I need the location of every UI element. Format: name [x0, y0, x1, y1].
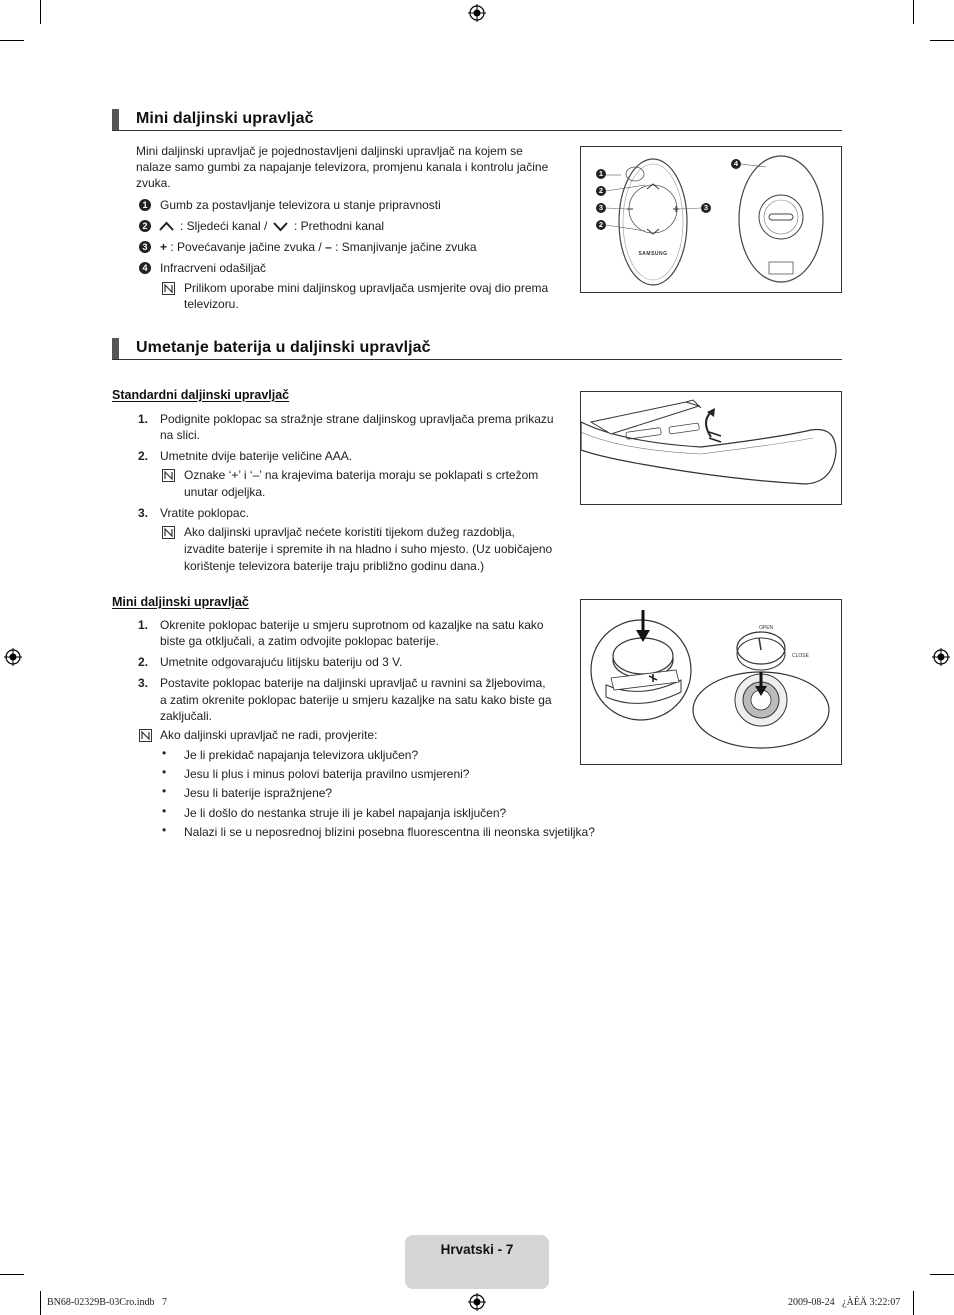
item-next-channel: : Sljedeći kanal /	[180, 219, 268, 233]
note-line: korištenje televizora baterije traju približno godinu dana.)	[184, 559, 485, 573]
item-volume	[160, 239, 477, 256]
brand-logo: SAMSUNG	[638, 251, 668, 257]
heading-rule	[112, 130, 842, 131]
section-title-battery: Umetanje baterija u daljinski upravljač	[136, 339, 431, 356]
registration-mark-icon	[932, 648, 950, 666]
heading-rule	[112, 359, 842, 360]
marker-2: 2	[139, 220, 151, 232]
note-line: Oznake ‘+’ i ‘–’ na krajevima baterija moraju se poklapati s crtežom	[184, 468, 539, 482]
bullet: •	[162, 746, 167, 760]
step-text: Vratite poklopac.	[160, 506, 249, 520]
standard-remote-figure	[580, 391, 842, 505]
note-line: Prilikom uporabe mini daljinskog upravljača usmjerite ovaj dio prema	[184, 281, 549, 295]
note-line: televizoru.	[184, 297, 239, 311]
step-number: 2.	[138, 655, 149, 669]
chevron-up-icon	[159, 221, 174, 232]
step-text: Podignite poklopac sa stražnje strane daljinskog upravljača prema prikazu	[160, 412, 554, 426]
marker-3: 3	[139, 241, 151, 253]
check-item: Jesu li plus i minus polovi baterija pravilno usmjereni?	[184, 767, 470, 781]
subtitle-mini-remote: Mini daljinski upravljač	[112, 595, 249, 609]
intro-line: zvuka.	[136, 176, 171, 190]
note-line: izvadite baterije i spremite ih na hladno i suho mjesto. (Uz uobičajeno	[184, 542, 553, 556]
section-title-mini-remote: Mini daljinski upravljač	[136, 110, 314, 127]
page-number-label: Hrvatski - 7	[440, 1242, 514, 1257]
check-item: Je li došlo do nestanka struje ili je kabel napajanja isključen?	[184, 806, 507, 820]
mini-remote-battery-figure	[580, 599, 842, 765]
plus-symbol: +	[160, 240, 168, 254]
registration-mark-icon	[4, 648, 22, 666]
mini-remote-figure	[580, 146, 842, 293]
step-text: Postavite poklopac baterije na daljinski upravljač u ravnini sa žljebovima,	[160, 676, 546, 690]
crop-mark	[913, 0, 914, 24]
item-prev-channel: : Prethodni kanal	[294, 219, 385, 233]
crop-mark	[0, 1274, 24, 1275]
figure-marker-1: 1	[596, 169, 606, 179]
marker-4: 4	[139, 262, 151, 274]
figure-marker-3: 3	[701, 203, 711, 213]
crop-mark	[913, 1291, 914, 1315]
subtitle-standard-remote: Standardni daljinski upravljač	[112, 388, 290, 402]
print-slug-left: BN68-02329B-03Cro.indb 7	[47, 1297, 167, 1308]
check-item: Nalazi li se u neposrednoj blizini posebna fluorescentna ili neonska svjetiljka?	[184, 825, 595, 839]
intro-line: nalaze samo gumbi za napajanje televizora, promjenu kanala i kontrolu jačine	[136, 160, 549, 174]
note-line: Ako daljinski upravljač nećete koristiti tijekom dužeg razdoblja,	[184, 525, 515, 539]
intro-line: Mini daljinski upravljač je pojednostavljeni daljinski upravljač na kojem se	[136, 144, 523, 158]
step-text: na slici.	[160, 428, 201, 442]
bullet: •	[162, 804, 167, 818]
step-number: 3.	[138, 676, 149, 690]
crop-mark	[930, 1274, 954, 1275]
step-text: zaključali.	[160, 709, 213, 723]
print-slug-right: 2009-08-24 ¿ÀÈÄ 3:22:07	[788, 1297, 901, 1308]
note-icon	[162, 469, 175, 482]
close-label: CLOSE	[792, 653, 809, 659]
crop-mark	[40, 1291, 41, 1315]
crop-mark	[40, 0, 41, 24]
note-icon	[139, 729, 152, 742]
figure-marker-2: 2	[596, 220, 606, 230]
note-line: Ako daljinski upravljač ne radi, provjerite:	[160, 728, 378, 742]
figure-marker-2: 2	[596, 186, 606, 196]
volume-down-text: : Smanjivanje jačine zvuka	[331, 240, 477, 254]
bullet: •	[162, 765, 167, 779]
note-icon	[162, 526, 175, 539]
figure-marker-3: 3	[596, 203, 606, 213]
figure-marker-4: 4	[731, 159, 741, 169]
open-label: OPEN	[759, 625, 774, 631]
bullet: •	[162, 784, 167, 798]
crop-mark	[930, 40, 954, 41]
mini-remote-illustration	[581, 147, 841, 292]
check-item: Jesu li baterije ispražnjene?	[184, 786, 333, 800]
crop-mark	[0, 40, 24, 41]
check-item: Je li prekidač napajanja televizora uključen?	[184, 748, 419, 762]
step-text: a zatim okrenite poklopac baterije u smjeru kazaljke na satu kako biste ga	[160, 693, 552, 707]
bullet: •	[162, 823, 167, 837]
step-text: Okrenite poklopac baterije u smjeru suprotnom od kazaljke na satu kako	[160, 618, 544, 632]
step-text: Umetnite dvije baterije veličine AAA.	[160, 449, 353, 463]
item-ir-transmitter: Infracrveni odašiljač	[160, 261, 267, 275]
volume-up-text: : Povećavanje jačine zvuka /	[167, 240, 326, 254]
note-icon	[162, 282, 175, 295]
step-text: Umetnite odgovarajuću litijsku bateriju od 3 V.	[160, 655, 403, 669]
step-text: biste ga otključali, a zatim odvojite poklopac baterije.	[160, 634, 439, 648]
step-number: 1.	[138, 618, 149, 632]
note-line: unutar odjeljka.	[184, 485, 266, 499]
step-number: 2.	[138, 449, 149, 463]
section-heading-bar	[112, 109, 119, 130]
registration-mark-icon	[468, 4, 486, 22]
mini-battery-illustration	[581, 600, 841, 764]
chevron-down-icon	[273, 221, 288, 232]
step-number: 3.	[138, 506, 149, 520]
minus-symbol: –	[325, 240, 332, 254]
marker-1: 1	[139, 199, 151, 211]
standard-remote-illustration	[581, 392, 841, 504]
item-standby: Gumb za postavljanje televizora u stanje pripravnosti	[160, 198, 441, 212]
registration-mark-icon	[468, 1293, 486, 1311]
step-number: 1.	[138, 412, 149, 426]
section-heading-bar	[112, 338, 119, 359]
